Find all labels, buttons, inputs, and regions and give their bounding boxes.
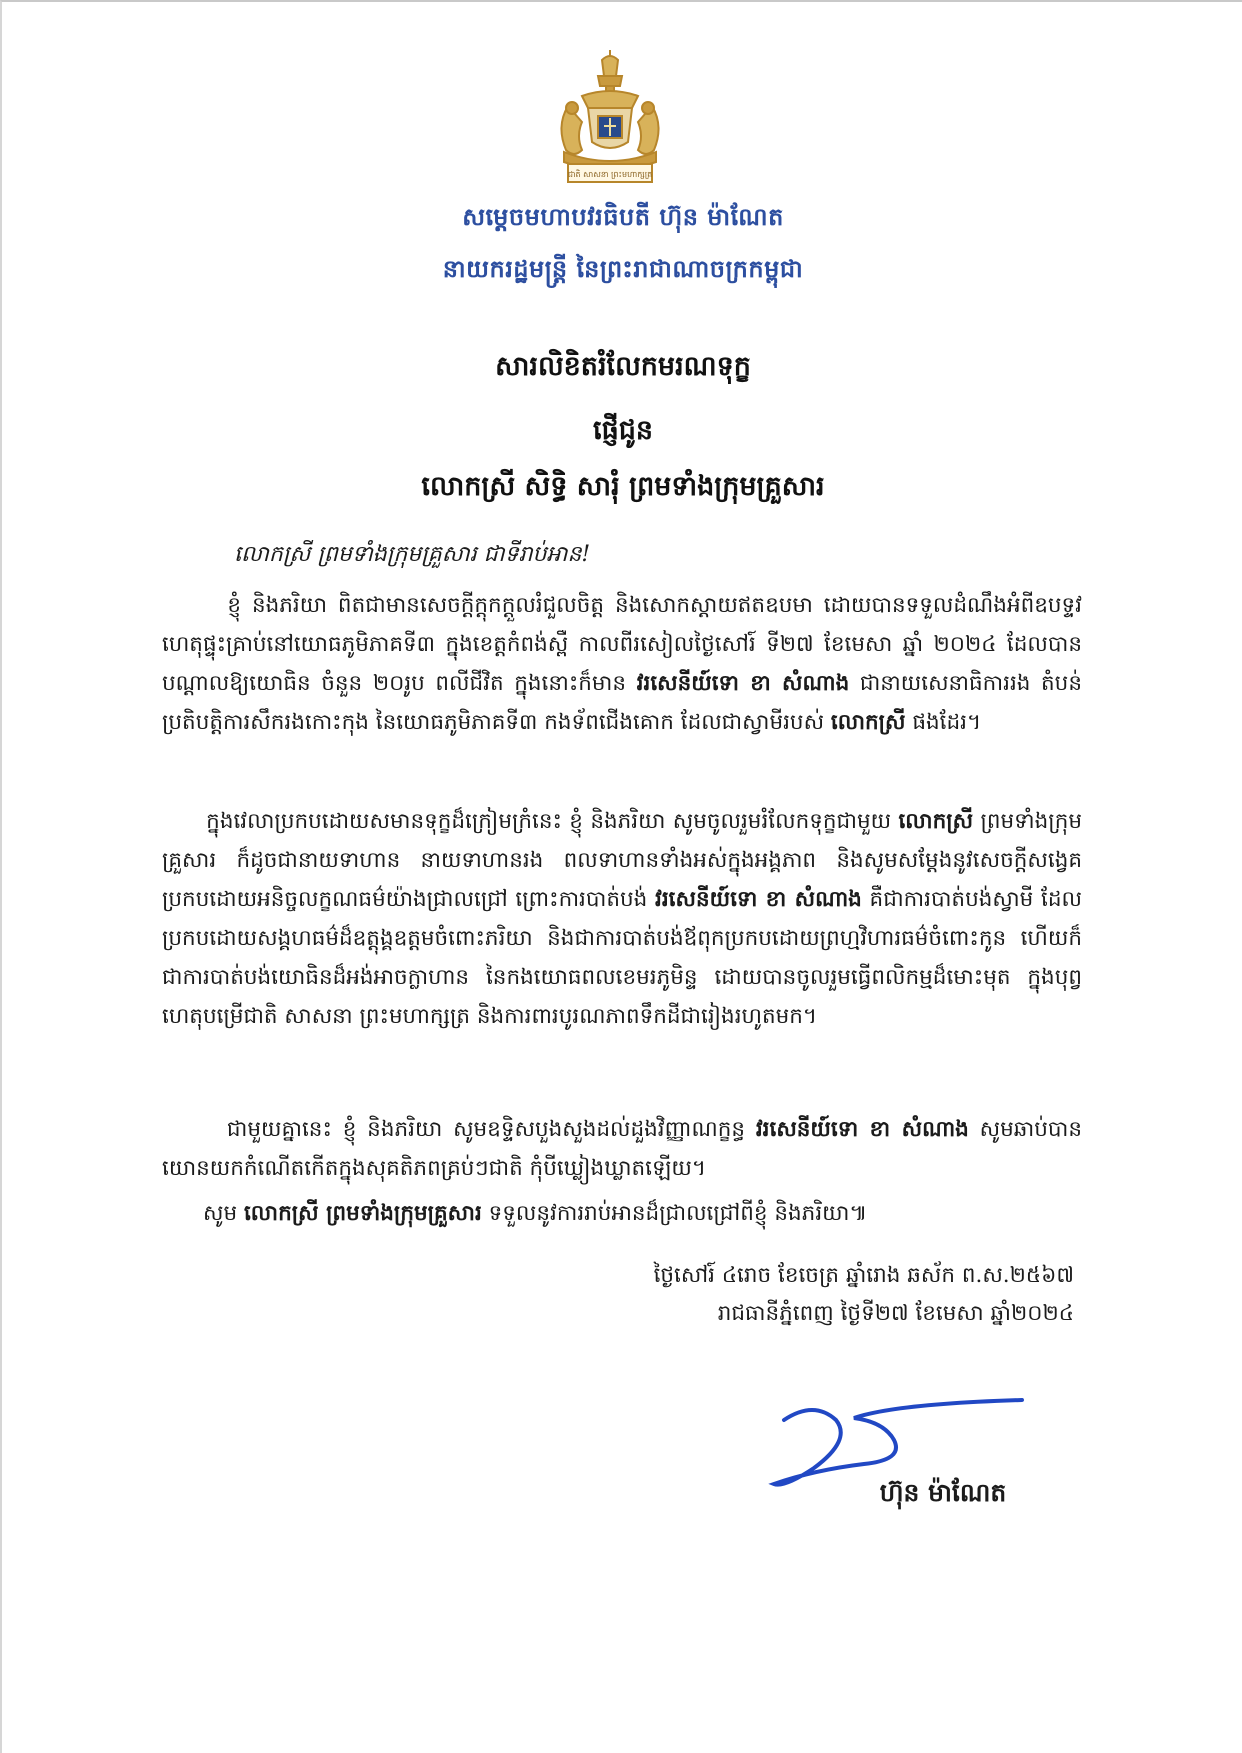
salutation: លោកស្រី ព្រមទាំងក្រុមគ្រួសារ ជាទីរាប់អាន! [234,542,591,567]
paragraph-1: ខ្ញុំ និងភរិយា ពិតជាមានសេចក្តីក្តុកក្តួលរំជួលចិត្ត និងសោកស្តាយឥតឧបមា ដោយបានទទួលដំណឹងអំពីឧបទ្ទវហេតុផ្ទុះគ្រាប់នៅយោធភូមិភាគទី៣ ក្នុងខេត្តកំពង់ស្ពឺ កាលពីរសៀលថ្ងៃសៅរ៍ ទី២៧ ខែមេសា ឆ្នាំ ២០២៤ ដែលបានបណ្តាលឱ្យយោធិន ចំនួន ២០រូប ពលីជីវិត ក្នុងនោះក៏មាន វរសេនីយ៍ទោ ខា សំណាង ជានាយសេនាធិការរង តំបន់ប្រតិបត្តិការសឹករងកោះកុង នៃយោធភូមិភាគទី៣ កងទ័ពជើងគោក ដែលជាស្វាមីរបស់ លោកស្រី ផងដែរ។ [162,593,1083,735]
pm-name: សម្តេចមហាបវរធិបតី ហ៊ុន ម៉ាណែត [462,202,784,231]
paragraph-3: ជាមួយគ្នានេះ ខ្ញុំ និងភរិយា សូមឧទ្ទិសបួងសួងដល់ដួងវិញ្ញាណក្ខន្ធ វរសេនីយ៍ទោ ខា សំណាង សូមឆាប់បានយោនយកកំណើតកើតក្នុងសុគតិភពគ្រប់ៗជាតិ កុំបីឃ្លៀងឃ្លាតឡើយ។ [162,1117,1082,1181]
sent-to-label: ផ្ញើជូន [593,415,653,446]
date-lunar: ថ្ងៃសៅរ៍ ៤រោច ខែចេត្រ ឆ្នាំរោង ឆស័ក ព.ស.២៥៦៧ [653,1263,1074,1288]
date-solar: រាជធានីភ្នំពេញ ថ្ងៃទី២៧ ខែមេសា ឆ្នាំ២០២៤ [717,1301,1074,1326]
royal-emblem [548,46,672,188]
letter-title: សារលិខិតរំលែកមរណទុក្ខ [495,351,751,382]
pm-title: នាយករដ្ឋមន្ត្រី នៃព្រះរាជាណាចក្រកម្ពុជា [442,254,804,283]
svg-text:ជាតិ សាសនា ព្រះមហាក្សត្រ: ជាតិ សាសនា ព្រះមហាក្សត្រ [567,170,653,179]
paragraph-4: សូម លោកស្រី ព្រមទាំងក្រុមគ្រួសារ ទទួលនូវការរាប់អានដ៏ជ្រាលជ្រៅពីខ្ញុំ និងភរិយា៕ [203,1201,868,1226]
recipient-line: លោកស្រី សិទ្ធិ សារុំ ព្រមទាំងក្រុមគ្រួសារ [421,471,825,502]
paragraph-2: ក្នុងវេលាប្រកបដោយសមានទុក្ខដ៏ក្រៀមក្រំនេះ ខ្ញុំ និងភរិយា សូមចូលរួមរំលែកទុក្ខជាមួយ លោកស្រី ព្រមទាំងក្រុមគ្រួសារ ក៏ដូចជានាយទាហាន នាយទាហានរង ពលទាហានទាំងអស់ក្នុងអង្គភាព និងសូមសម្តែងនូវសេចក្តីសង្វេគប្រកបដោយអនិច្ចលក្ខណធម៌យ៉ាងជ្រាលជ្រៅ ព្រោះការបាត់បង់ វរសេនីយ៍ទោ ខា សំណាង គឺជាការបាត់បង់ស្វាមី ដែលប្រកបដោយសង្គហធម៌ដ៏ឧត្តុង្គឧត្តមចំពោះភរិយា និងជាការបាត់បង់ឪពុកប្រកបដោយព្រហ្មវិហារធម៌ចំពោះកូន ហើយក៏ជាការបាត់បង់យោធិនដ៏អង់អាចក្លាហាន នៃកងយោធពលខេមរភូមិន្ទ ដោយបានចូលរួមធ្វើពលិកម្មដ៏មោះមុត ក្នុងបុព្វហេតុបម្រើជាតិ សាសនា ព្រះមហាក្សត្រ និងការពារបូរណភាពទឹកដីជារៀងរហូតមក។ [162,809,1083,1029]
signer-name: ហ៊ុន ម៉ាណែត [879,1478,1007,1507]
